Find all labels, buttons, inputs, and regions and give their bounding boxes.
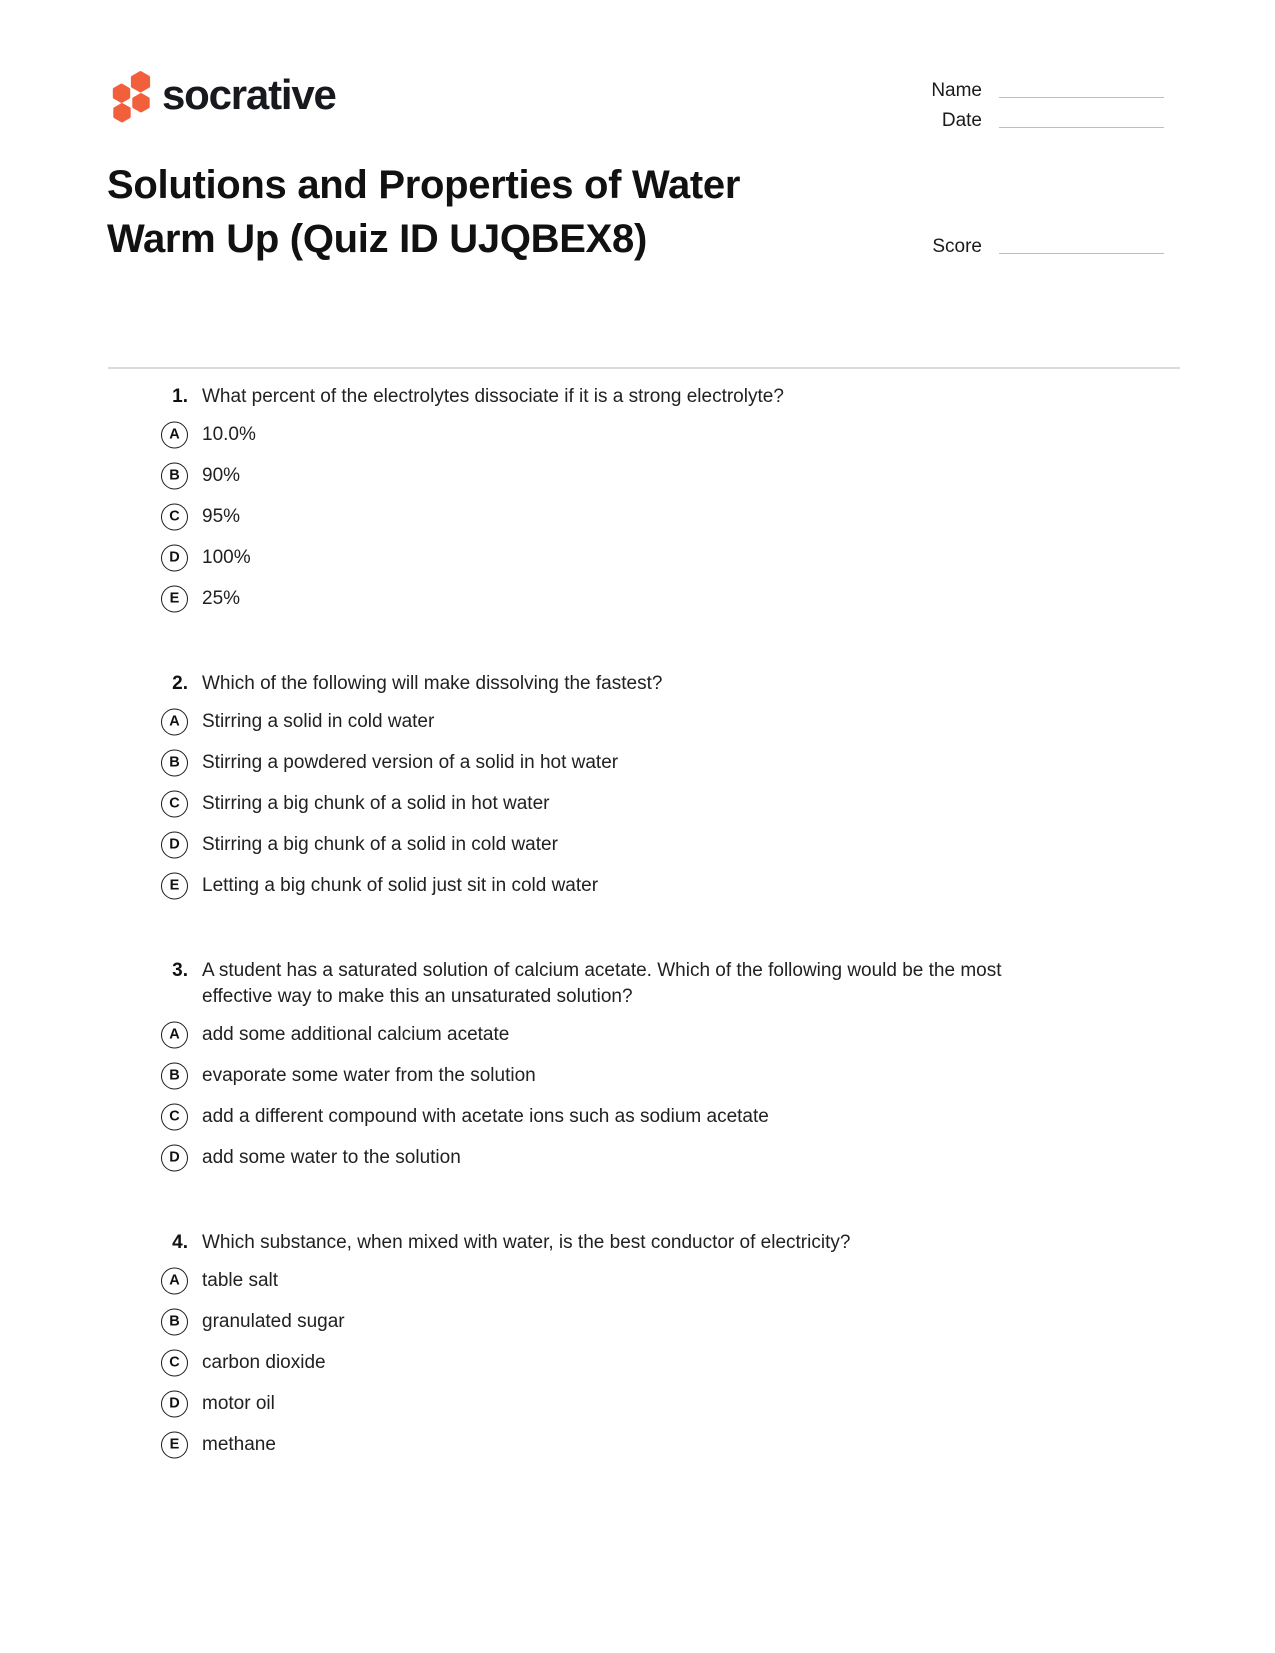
question-text: Which of the following will make dissolving the fastest? — [202, 673, 663, 694]
question-header — [161, 958, 1062, 1010]
question-text: A student has a saturated solution of calcium acetate. Which of the following would be the most effective way to make this an unsaturated solution? — [202, 960, 1002, 1007]
option-letter: C — [169, 795, 180, 812]
answer-option — [161, 1014, 1101, 1055]
option-list — [161, 1014, 1101, 1178]
option-bubble — [161, 585, 188, 612]
question-header — [161, 1230, 1062, 1256]
option-bubble — [161, 1103, 188, 1130]
name-label: Name — [931, 80, 982, 102]
score-field-row — [920, 228, 1170, 258]
option-bubble — [161, 421, 188, 448]
option-letter: B — [169, 1313, 180, 1330]
score-field — [920, 228, 1170, 258]
option-letter: D — [169, 1395, 180, 1412]
score-label: Score — [932, 236, 982, 258]
option-text: Letting a big chunk of solid just sit in cold water — [202, 874, 599, 896]
option-letter: B — [169, 467, 180, 484]
answer-option — [161, 455, 1101, 496]
quiz-title: Solutions and Properties of Water Warm Up (Quiz ID UJQBEX8) — [107, 163, 741, 261]
option-bubble — [161, 1390, 188, 1417]
option-text: 95% — [202, 505, 241, 527]
question-header — [161, 384, 1062, 410]
answer-option — [161, 1137, 1101, 1178]
question-header — [161, 671, 1062, 697]
option-bubble — [161, 1021, 188, 1048]
option-text: Stirring a solid in cold water — [202, 710, 435, 732]
option-text: carbon dioxide — [202, 1351, 326, 1373]
question-number: 4. — [172, 1232, 188, 1253]
answer-option — [161, 742, 1101, 783]
option-bubble — [161, 462, 188, 489]
option-list — [161, 1260, 1101, 1465]
option-bubble — [161, 503, 188, 530]
answer-option — [161, 865, 1101, 906]
answer-option — [161, 578, 1101, 619]
answer-option — [161, 537, 1101, 578]
option-letter: D — [169, 836, 180, 853]
option-bubble — [161, 831, 188, 858]
option-text: Stirring a big chunk of a solid in hot water — [202, 792, 550, 814]
question-2 — [161, 671, 1101, 906]
option-text: add a different compound with acetate ions such as sodium acetate — [202, 1105, 769, 1127]
option-letter: E — [169, 590, 180, 607]
name-field-row — [920, 72, 1170, 102]
question-list — [161, 384, 1101, 1465]
option-text: 100% — [202, 546, 251, 568]
option-text: methane — [202, 1433, 276, 1455]
option-list — [161, 701, 1101, 906]
answer-option — [161, 414, 1101, 455]
answer-option — [161, 1383, 1101, 1424]
question-number: 3. — [172, 960, 188, 981]
question-number: 1. — [172, 386, 188, 407]
answer-option — [161, 496, 1101, 537]
date-blank-line — [999, 127, 1164, 128]
date-field-row — [920, 102, 1170, 132]
option-bubble — [161, 1308, 188, 1335]
option-letter: E — [169, 1436, 180, 1453]
option-letter: C — [169, 1108, 180, 1125]
option-text: granulated sugar — [202, 1310, 345, 1332]
option-letter: E — [169, 877, 180, 894]
option-list — [161, 414, 1101, 619]
option-letter: C — [169, 1354, 180, 1371]
option-letter: A — [169, 426, 180, 443]
option-text: add some additional calcium acetate — [202, 1023, 510, 1045]
name-blank-line — [999, 97, 1164, 98]
option-bubble — [161, 790, 188, 817]
option-bubble — [161, 749, 188, 776]
option-letter: D — [169, 549, 180, 566]
question-1 — [161, 384, 1101, 619]
answer-option — [161, 1096, 1101, 1137]
option-bubble — [161, 1349, 188, 1376]
question-3 — [161, 958, 1101, 1178]
option-letter: B — [169, 754, 180, 771]
option-letter: D — [169, 1149, 180, 1166]
answer-option — [161, 1260, 1101, 1301]
question-number: 2. — [172, 673, 188, 694]
option-text: Stirring a big chunk of a solid in cold water — [202, 833, 558, 855]
option-text: 90% — [202, 464, 241, 486]
brand-wordmark: socrative — [162, 70, 336, 118]
header-divider — [108, 367, 1180, 369]
answer-option — [161, 1055, 1101, 1096]
option-bubble — [161, 1062, 188, 1089]
score-blank-line — [999, 253, 1164, 254]
option-bubble — [161, 1431, 188, 1458]
option-letter: A — [169, 1026, 180, 1043]
option-text: Stirring a powdered version of a solid in hot water — [202, 751, 619, 773]
option-bubble — [161, 708, 188, 735]
option-text: 25% — [202, 587, 241, 609]
question-text: Which substance, when mixed with water, is the best conductor of electricity? — [202, 1232, 851, 1253]
socrative-logo — [106, 70, 336, 123]
option-text: evaporate some water from the solution — [202, 1064, 536, 1086]
date-label: Date — [941, 110, 982, 132]
option-text: table salt — [202, 1269, 279, 1291]
option-letter: B — [169, 1067, 180, 1084]
answer-option — [161, 824, 1101, 865]
option-bubble — [161, 544, 188, 571]
question-text: What percent of the electrolytes dissociate if it is a strong electrolyte? — [202, 386, 784, 407]
answer-option — [161, 701, 1101, 742]
option-letter: C — [169, 508, 180, 525]
option-text: motor oil — [202, 1392, 275, 1414]
answer-option — [161, 1424, 1101, 1465]
option-text: add some water to the solution — [202, 1146, 461, 1168]
option-bubble — [161, 1144, 188, 1171]
answer-option — [161, 783, 1101, 824]
question-4 — [161, 1230, 1101, 1465]
answer-option — [161, 1342, 1101, 1383]
option-bubble — [161, 872, 188, 899]
option-letter: A — [169, 713, 180, 730]
option-text: 10.0% — [202, 423, 256, 445]
name-date-fields — [920, 72, 1170, 132]
option-letter: A — [169, 1272, 180, 1289]
hexagon-cluster-icon — [106, 70, 152, 123]
option-bubble — [161, 1267, 188, 1294]
answer-option — [161, 1301, 1101, 1342]
